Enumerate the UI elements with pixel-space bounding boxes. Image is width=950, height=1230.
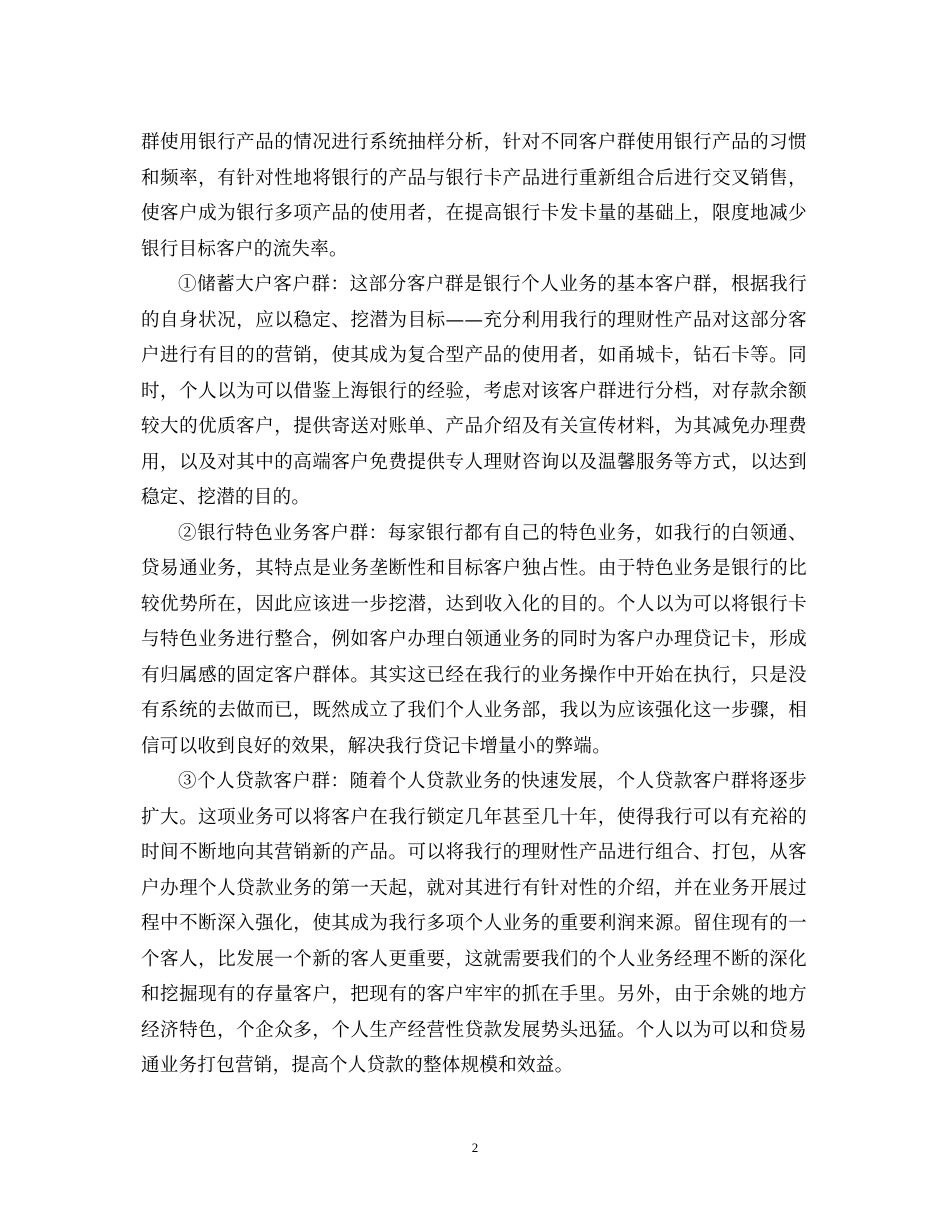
- paragraph-savings-customers: ①储蓄大户客户群：这部分客户群是银行个人业务的基本客户群，根据我行的自身状况，应以稳定、挖潜为目标——充分利用我行的理财性产品对这部分客户进行有目的的营销，使其成为复合型产品的使用者，如甬城卡，钻石卡等。同时，个人以为可以借鉴上海银行的经验，考虑对该客户群进行分档，对存款余额较大的优质客户，提供寄送对账单、产品介绍及有关宣传材料，为其减免办理费用，以及对其中的高端客户免费提供专人理财咨询以及温馨服务等方式，以达到稳定、挖潜的目的。: [141, 274, 807, 508]
- page-number: 2: [471, 1140, 479, 1155]
- body-text: [141, 125, 807, 1084]
- paragraph-intro: 群使用银行产品的情况进行系统抽样分析，针对不同客户群使用银行产品的习惯和频率，有针对性地将银行的产品与银行卡产品进行重新组合后进行交叉销售，使客户成为银行多项产品的使用者，在提高银行卡发卡量的基础上，限度地减少银行目标客户的流失率。: [141, 132, 807, 260]
- paragraph-special-business-customers: ②银行特色业务客户群：每家银行都有自己的特色业务，如我行的白领通、贷易通业务，其特点是业务垄断性和目标客户独占性。由于特色业务是银行的比较优势所在，因此应该进一步挖潜，达到收入化的目的。个人以为可以将银行卡与特色业务进行整合，例如客户办理白领通业务的同时为客户办理贷记卡，形成有归属感的固定客户群体。其实这已经在我行的业务操作中开始在执行，只是没有系统的去做而已，既然成立了我们个人业务部，我以为应该强化这一步骤，相信可以收到良好的效果，解决我行贷记卡增量小的弊端。: [141, 522, 807, 757]
- paragraph-loan-customers: ③个人贷款客户群：随着个人贷款业务的快速发展，个人贷款客户群将逐步扩大。这项业务可以将客户在我行锁定几年甚至几十年，使得我行可以有充裕的时间不断地向其营销新的产品。可以将我行的理财性产品进行组合、打包，从客户办理个人贷款业务的第一天起，就对其进行有针对性的介绍，并在业务开展过程中不断深入强化，使其成为我行多项个人业务的重要利润来源。留住现有的一个客人，比发展一个新的客人更重要，这就需要我们的个人业务经理不断的深化和挖掘现有的存量客户，把现有的客户牢牢的抓在手里。另外，由于余姚的地方经济特色，个企众多，个人生产经营性贷款发展势头迅猛。个人以为可以和贷易通业务打包营销，提高个人贷款的整体规模和效益。: [141, 771, 807, 1076]
